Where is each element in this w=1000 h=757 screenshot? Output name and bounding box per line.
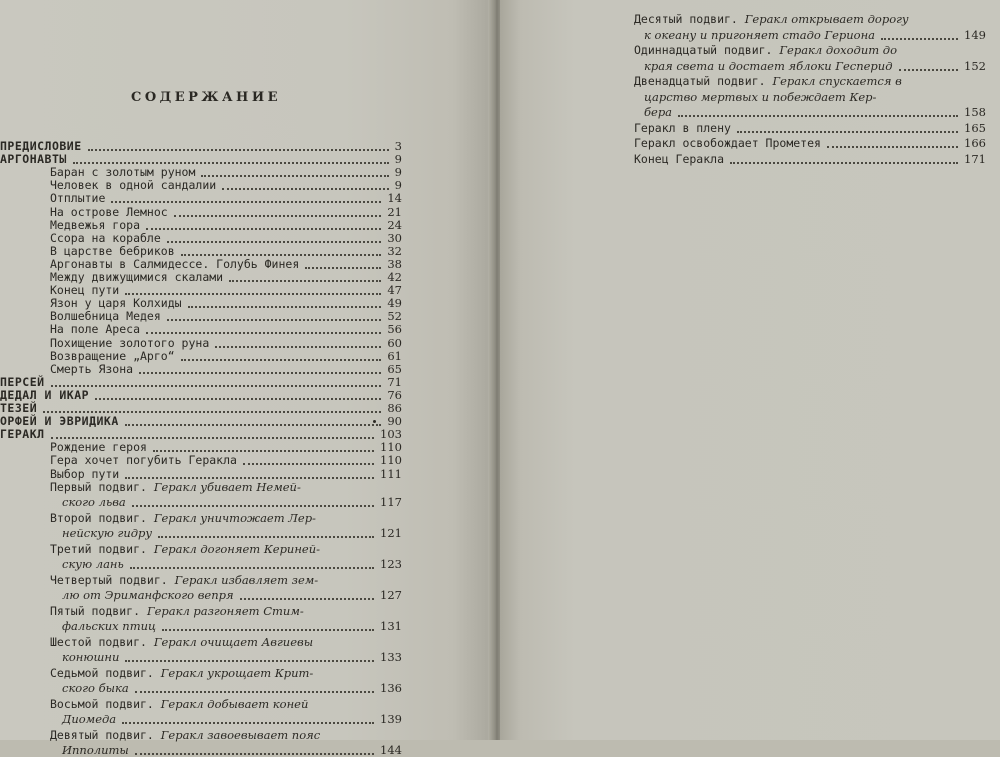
- toc-labor-subtitle: Геракл спускается в: [772, 74, 902, 88]
- toc-labor-cont: [644, 59, 986, 73]
- toc-section-title: АРГОНАВТЫ: [0, 152, 67, 167]
- toc-labor-title: Первый подвиг. Геракл убивает Немей-: [50, 479, 301, 494]
- toc-item-title: Конец Геракла: [634, 151, 725, 166]
- toc-labor-cont: [62, 526, 402, 540]
- toc-item-title: Аргонавты в Салмидессе. Голубь Финея: [50, 256, 300, 271]
- toc-item-title: Язон у царя Колхиды: [50, 296, 182, 311]
- toc-item-page: 60: [387, 335, 402, 350]
- toc-item-page: 9: [394, 165, 402, 180]
- toc-section-page: 90: [387, 414, 402, 429]
- toc-labor-cont-leader: [881, 24, 958, 40]
- toc-labor-cont-leader: [135, 739, 374, 755]
- toc-item-page: 30: [387, 230, 402, 245]
- toc-item-title: Похищение золотого руна: [50, 335, 210, 350]
- toc-item-title: На острове Лемнос: [50, 204, 168, 219]
- toc-item-page: 52: [387, 309, 402, 324]
- toc-labor-cont-leader: [132, 491, 374, 507]
- toc-labor-cont-leader: [158, 522, 374, 538]
- toc-item-page: 165: [964, 120, 986, 135]
- toc-labor-title: Девятый подвиг. Геракл завоевывает пояс: [50, 727, 321, 742]
- toc-labor-cont: [62, 557, 402, 571]
- toc-labor-cont-leader: [162, 615, 374, 631]
- toc-labor-cont: [644, 28, 986, 42]
- toc-labor-cont: [62, 619, 402, 633]
- toc-labor-cont-text: скую лань: [62, 557, 124, 572]
- toc-labor-cont-leader: [122, 708, 374, 724]
- toc-labor-cont2-text: бера: [644, 105, 673, 119]
- toc-labor-title: Двенадцатый подвиг. Геракл спускается в: [634, 74, 902, 88]
- toc-labor-cont-text: лю от Эриманфского вепря: [62, 588, 234, 603]
- toc-labor-title: Седьмой подвиг. Геракл укрощает Крит-: [50, 665, 314, 680]
- toc-item-title: Волшебница Медея: [50, 309, 161, 324]
- toc-labor-cont: [62, 743, 402, 757]
- toc-labor-cont-page: 144: [380, 743, 402, 757]
- toc-item-page: 24: [387, 217, 402, 232]
- toc-labor-subtitle: Геракл догоняет Кериней-: [153, 541, 321, 556]
- toc-section-page: 86: [387, 401, 402, 415]
- toc-labor-title: Пятый подвиг. Геракл разгоняет Стим-: [50, 603, 304, 618]
- toc-item-page: 171: [964, 151, 986, 166]
- toc-labor-cont-text: края света и достает яблоки Гесперид: [644, 58, 893, 73]
- toc-labor-subtitle: Геракл добывает коней: [160, 696, 309, 711]
- toc-labor-cont-leader: [135, 677, 374, 693]
- toc-labor-subtitle: Геракл завоевывает пояс: [160, 727, 321, 742]
- toc-labor-cont: [62, 681, 402, 695]
- toc-item-title: Геракл в плену: [634, 120, 731, 135]
- toc-item-leader: [737, 117, 958, 133]
- toc-item-title: Гера хочет погубить Геракла: [50, 453, 237, 468]
- toc-item-title: На поле Ареса: [50, 322, 141, 337]
- toc-labor-cont-text: ского льва: [62, 495, 126, 510]
- left-page: [0, 0, 492, 757]
- toc-item-page: 38: [387, 256, 402, 271]
- toc-labor: [634, 74, 986, 88]
- toc-item-page: 21: [387, 204, 402, 219]
- toc-labor-cont-page: 133: [380, 650, 402, 665]
- toc-item-title: Баран с золотым руном: [50, 165, 196, 180]
- toc-item-page: 110: [380, 453, 402, 468]
- toc-labor-cont-text: нейскую гидру: [62, 526, 153, 541]
- toc-item-title: Отплытие: [50, 191, 106, 206]
- toc-labor-cont-page: 121: [380, 526, 402, 541]
- toc-item-title: Между движущимися скалами: [50, 270, 224, 284]
- toc-item-title: Конец пути: [50, 283, 120, 298]
- toc-labor-subtitle: Геракл очищает Авгиевы: [153, 634, 314, 649]
- toc-labor-title: Шестой подвиг. Геракл очищает Авгиевы: [50, 634, 314, 649]
- toc-item-page: 65: [387, 361, 402, 376]
- toc-labor-title: Второй подвиг. Геракл уничтожает Лер-: [50, 510, 316, 525]
- toc-labor-title: Третий подвиг. Геракл догоняет Кериней-: [50, 541, 321, 556]
- toc-item-leader: [730, 148, 958, 164]
- toc-item-title: Смерть Язона: [50, 361, 134, 376]
- toc-item-title: В царстве бебриков: [50, 243, 175, 258]
- toc-item-title: Человек в одной сандалии: [50, 178, 217, 193]
- toc-labor-cont-page: 152: [964, 58, 986, 73]
- toc-labor-cont-text: царство мертвых и побеждает Кер-: [644, 89, 877, 104]
- toc-item-page: 42: [387, 270, 402, 284]
- toc-item: [50, 467, 402, 481]
- right-page: [500, 0, 1000, 740]
- toc-item-page: 14: [387, 191, 402, 206]
- toc-labor-cont-page: 149: [964, 27, 986, 42]
- toc-labor-cont-text: Диомеда: [62, 712, 117, 727]
- toc-section-title: ТЕЗЕЙ: [0, 401, 38, 415]
- toc-labor-cont-leader: [899, 55, 959, 71]
- toc-labor-subtitle: Геракл уничтожает Лер-: [153, 510, 316, 525]
- toc-item-page: 111: [380, 466, 402, 481]
- toc-section-page: 76: [387, 387, 402, 402]
- toc-item-page: 61: [387, 348, 402, 363]
- toc-labor-title: Десятый подвиг. Геракл открывает дорогу: [634, 12, 909, 26]
- toc-labor-title: Четвертый подвиг. Геракл избавляет зем-: [50, 572, 319, 587]
- toc-labor-cont-page: 131: [380, 619, 402, 634]
- toc-labor-subtitle: Геракл укрощает Крит-: [160, 665, 314, 680]
- toc-section-page: 103: [380, 427, 402, 442]
- toc-labor-cont2-page: 158: [964, 105, 986, 119]
- toc-labor-cont-page: 127: [380, 588, 402, 603]
- toc-section-title: ГЕРАКЛ: [0, 427, 45, 442]
- toc-item-title: Ссора на корабле: [50, 230, 161, 245]
- toc-labor-cont-leader: [240, 584, 374, 600]
- toc-item-leader: [827, 132, 958, 148]
- toc-labor-cont: [62, 712, 402, 726]
- toc-labor-title: Восьмой подвиг. Геракл добывает коней: [50, 696, 309, 711]
- toc-heading: СОДЕРЖАНИЕ: [131, 90, 282, 105]
- toc-section-title: ПЕРСЕЙ: [0, 374, 45, 389]
- toc-item-leader: [125, 463, 374, 479]
- toc-labor-cont-page: 117: [380, 495, 402, 510]
- toc-item-page: 32: [387, 243, 402, 258]
- toc-labor-subtitle: Геракл разгоняет Стим-: [146, 603, 304, 618]
- toc-labor-cont: [62, 495, 402, 509]
- toc-item-page: 47: [387, 283, 402, 298]
- toc-item-title: Медвежья гора: [50, 217, 141, 232]
- toc-labor-cont-page: 139: [380, 712, 402, 727]
- toc-section-title: ОРФЕЙ И ЭВРИДИКА: [0, 414, 119, 429]
- ink-dot: [373, 420, 376, 423]
- toc-labor-subtitle: Геракл открывает дорогу: [744, 12, 909, 26]
- toc-labor-title: Одиннадцатый подвиг. Геракл доходит до: [634, 43, 897, 57]
- toc-item-page: 166: [964, 136, 986, 150]
- toc-labor-cont-text: Ипполиты: [62, 743, 129, 757]
- toc-labor-cont-page: 123: [380, 557, 402, 572]
- toc-item: [634, 152, 986, 166]
- toc-item-title: Выбор пути: [50, 466, 120, 481]
- toc-labor-cont-page: 136: [380, 681, 402, 696]
- toc-item-page: 9: [394, 178, 402, 193]
- toc-labor-cont: [62, 588, 402, 602]
- toc-labor-cont-text: фальских птиц: [62, 619, 157, 634]
- toc-item-title: Рождение героя: [50, 440, 147, 455]
- toc-section-page: 9: [394, 152, 402, 167]
- toc-labor-cont-leader: [125, 646, 374, 662]
- toc-labor-cont-text: ского быка: [62, 681, 129, 696]
- toc-labor-cont-text: к океану и пригоняет стадо Гериона: [644, 27, 876, 42]
- toc-item-page: 56: [387, 322, 402, 337]
- toc-item-title: Геракл освобождает Прометея: [634, 136, 821, 150]
- toc-labor-cont-text: конюшни: [62, 650, 120, 665]
- toc-section-page: 3: [394, 139, 402, 153]
- toc-labor-cont: [62, 650, 402, 664]
- toc-item-title: Возвращение „Арго“: [50, 348, 175, 363]
- toc-labor-subtitle: Геракл доходит до: [779, 43, 897, 57]
- toc-section-title: ДЕДАЛ И ИКАР: [0, 387, 90, 402]
- toc-section-page: 71: [387, 374, 402, 389]
- toc-labor-subtitle: Геракл убивает Немей-: [153, 479, 301, 494]
- toc-section-title: ПРЕДИСЛОВИЕ: [0, 139, 82, 153]
- toc-labor-subtitle: Геракл избавляет зем-: [174, 572, 319, 587]
- toc-labor-cont-leader: [130, 553, 374, 569]
- toc-item-page: 49: [387, 296, 402, 311]
- toc-item-page: 110: [380, 440, 402, 455]
- toc-labor-cont2-leader: [678, 101, 958, 117]
